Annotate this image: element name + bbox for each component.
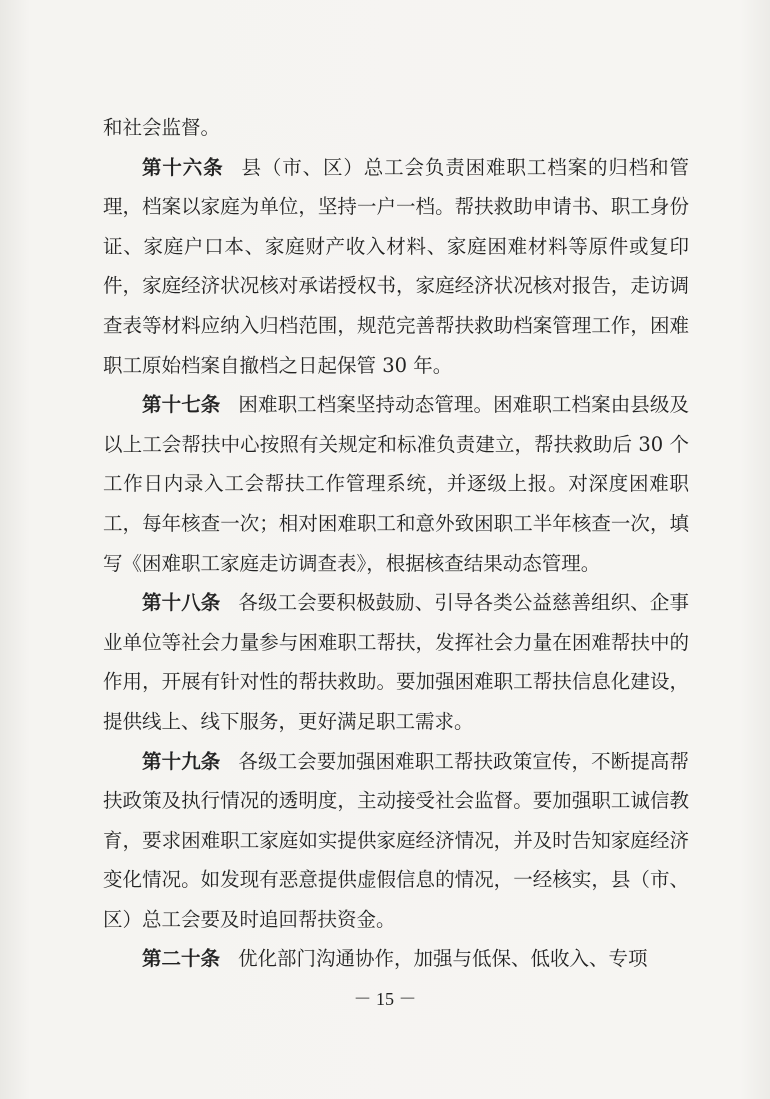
article-text: 县（市、区）总工会负责困难职工档案的归档和管理，档案以家庭为单位，坚持一户一档。帮扶救助申请书、职工身份证、家庭户口本、家庭财产收入材料、家庭困难材料等原件或复印件，家庭经济状况核对承诺授权书，家庭经济状况核对报告，走访调查表等材料应纳入归档范围，规范完善帮扶救助档案管理工作，困难职工原始档案自撤档之日起保管 30 年。 — [103, 155, 689, 377]
article-heading: 第十八条 — [142, 591, 221, 615]
article-text: 各级工会要加强困难职工帮扶政策宣传，不断提高帮扶政策及执行情况的透明度，主动接受社会监督。要加强职工诚信教育，要求困难职工家庭如实提供家庭经济情况，并及时告知家庭经济变化情况。如发现有恶意提供虚假信息的情况，一经核实，县（市、区）总工会要及时追回帮扶资金。 — [103, 749, 689, 931]
article-text: 优化部门沟通协作，加强与低保、低收入、专项 — [238, 947, 648, 971]
article-heading: 第二十条 — [142, 947, 221, 971]
page-number: － 15 － — [353, 989, 417, 1009]
article-text: 困难职工档案坚持动态管理。困难职工档案由县级及以上工会帮扶中心按照有关规定和标准负责建立，帮扶救助后 30 个工作日内录入工会帮扶工作管理系统，并逐级上报。对深度困难职工，每年核查一次；相对困难职工和意外致困职工半年核查一次，填写《困难职工家庭走访调查表》，根据核查结果动态管理。 — [103, 393, 689, 575]
article-19 — [103, 742, 689, 940]
article-18 — [103, 583, 689, 741]
article-heading: 第十九条 — [142, 749, 221, 773]
article-20 — [103, 939, 689, 979]
article-text: 各级工会要积极鼓励、引导各类公益慈善组织、企事业单位等社会力量参与困难职工帮扶，发挥社会力量在困难帮扶中的作用，开展有针对性的帮扶救助。要加强困难职工帮扶信息化建设，提供线上、线下服务，更好满足职工需求。 — [103, 591, 689, 733]
article-17 — [103, 385, 689, 583]
continuation-paragraph: 和社会监督。 — [103, 116, 221, 139]
document-body — [103, 108, 689, 979]
article-heading: 第十六条 — [142, 155, 224, 179]
article-heading: 第十七条 — [142, 393, 221, 417]
article-16 — [103, 148, 689, 386]
